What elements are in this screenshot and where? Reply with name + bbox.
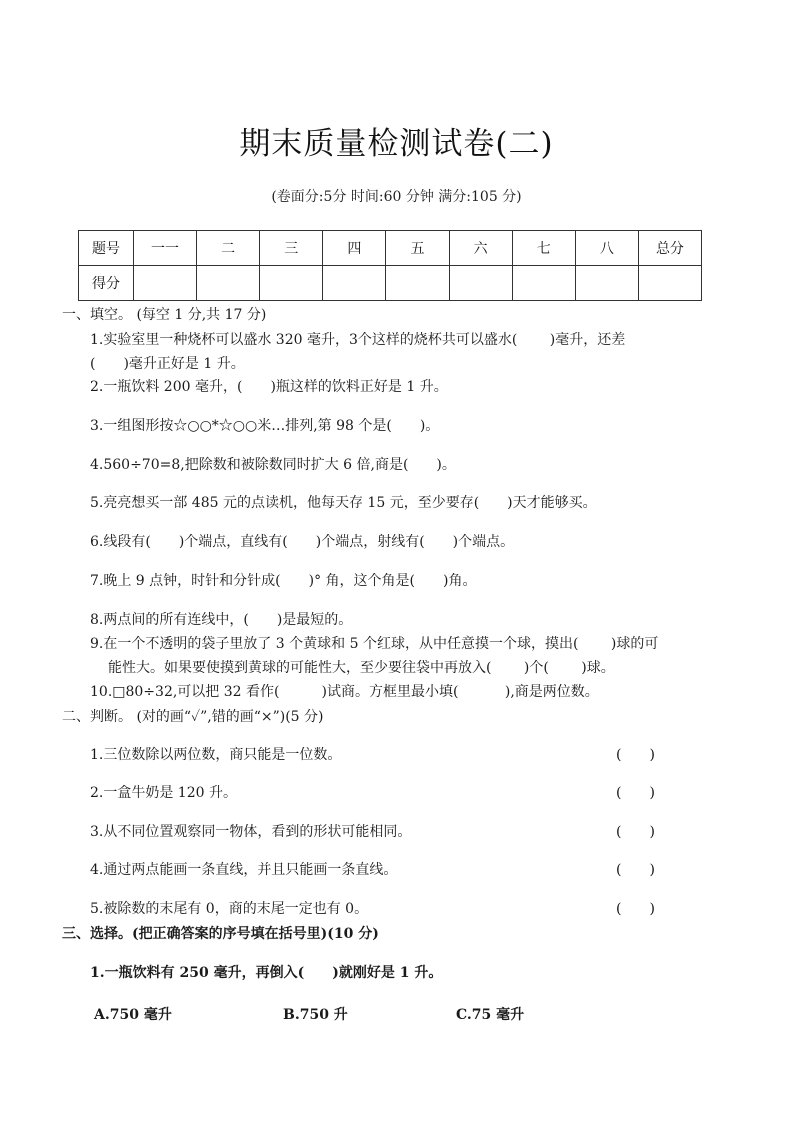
answer-paren-2: ( ): [616, 785, 655, 801]
question-1-2: 2.一瓶饮料 200 毫升，( )瓶这样的饮料正好是 1 升。: [90, 379, 448, 395]
question-1-10: 10.□80÷32,可以把 32 看作( )试商。方框里最小填( ),商是两位数。: [90, 684, 599, 700]
score-table-header-row: [79, 231, 702, 266]
table-cell: 七: [512, 231, 575, 266]
score-cell: [197, 266, 260, 301]
judgment-item-2: 2.一盒牛奶是 120 升。: [90, 785, 237, 801]
choice-option-a: A.750 毫升: [94, 1007, 172, 1023]
judgment-item-5: 5.被除数的末尾有 0，商的末尾一定也有 0。: [90, 901, 369, 917]
answer-paren-1: ( ): [616, 747, 655, 763]
score-cell: [134, 266, 197, 301]
question-1-5: 5.亮亮想买一部 485 元的点读机，他每天存 15 元，至少要存( )天才能够买。: [90, 495, 597, 511]
choice-option-c: C.75 毫升: [456, 1007, 525, 1023]
table-cell: 八: [575, 231, 638, 266]
score-cell: [638, 266, 701, 301]
score-cell: [386, 266, 449, 301]
score-table-score-row: [79, 266, 702, 301]
judgment-item-4: 4.通过两点能画一条直线，并且只能画一条直线。: [90, 862, 398, 878]
score-cell: [512, 266, 575, 301]
question-1-4: 4.560÷70=8,把除数和被除数同时扩大 6 倍,商是( )。: [90, 457, 456, 473]
table-cell: 题号: [79, 231, 134, 266]
page-title: 期末质量检测试卷(二): [239, 126, 554, 162]
judgment-item-1: 1.三位数除以两位数，商只能是一位数。: [90, 747, 342, 763]
table-cell: 五: [386, 231, 449, 266]
question-1-3: 3.一组图形按☆○○*☆○○米…排列,第 98 个是( )。: [90, 418, 440, 434]
table-cell: 总分: [638, 231, 701, 266]
question-1-9: 9.在一个不透明的袋子里放了 3 个黄球和 5 个红球，从中任意摸一个球，摸出( )球的可: [90, 636, 659, 652]
score-cell: [449, 266, 512, 301]
question-1-7: 7.晚上 9 点钟，时针和分针成( )° 角，这个角是( )角。: [90, 573, 477, 589]
choice-option-b: B.750 升: [283, 1007, 348, 1023]
table-cell: 六: [449, 231, 512, 266]
question-1-1: 1.实验室里一种烧杯可以盛水 320 毫升，3个这样的烧杯共可以盛水( )毫升，还差: [90, 332, 626, 348]
question-1-8: 8.两点间的所有连线中，( )是最短的。: [90, 612, 353, 628]
table-cell: 四: [323, 231, 386, 266]
judgment-item-3: 3.从不同位置观察同一物体，看到的形状可能相同。: [90, 824, 412, 840]
table-cell: 一一: [134, 231, 197, 266]
score-cell: [575, 266, 638, 301]
section-2-heading: 二、判断。 (对的画“✓”,错的画“×”)(5 分): [62, 709, 324, 725]
table-cell: 三: [260, 231, 323, 266]
question-1-1-cont: ( )毫升正好是 1 升。: [90, 356, 245, 372]
table-cell: 得分: [79, 266, 134, 301]
exam-info: (卷面分:5分 时间:60 分钟 满分:105 分): [271, 189, 522, 205]
answer-paren-3: ( ): [616, 824, 655, 840]
score-cell: [323, 266, 386, 301]
question-1-9-cont: 能性大。如果要使摸到黄球的可能性大，至少要往袋中再放入( )个( )球。: [108, 660, 615, 676]
question-1-6: 6.线段有( )个端点，直线有( )个端点，射线有( )个端点。: [90, 534, 515, 550]
section-1-heading: 一、填空。 (每空 1 分,共 17 分): [62, 307, 267, 323]
section-3-heading: 三、选择。(把正确答案的序号填在括号里)(10 分): [62, 926, 379, 942]
table-cell: 二: [197, 231, 260, 266]
answer-paren-4: ( ): [616, 862, 655, 878]
score-cell: [260, 266, 323, 301]
answer-paren-5: ( ): [616, 901, 655, 917]
choice-question-1: 1.一瓶饮料有 250 毫升，再倒入( )就刚好是 1 升。: [90, 965, 443, 981]
score-table: [78, 230, 702, 301]
